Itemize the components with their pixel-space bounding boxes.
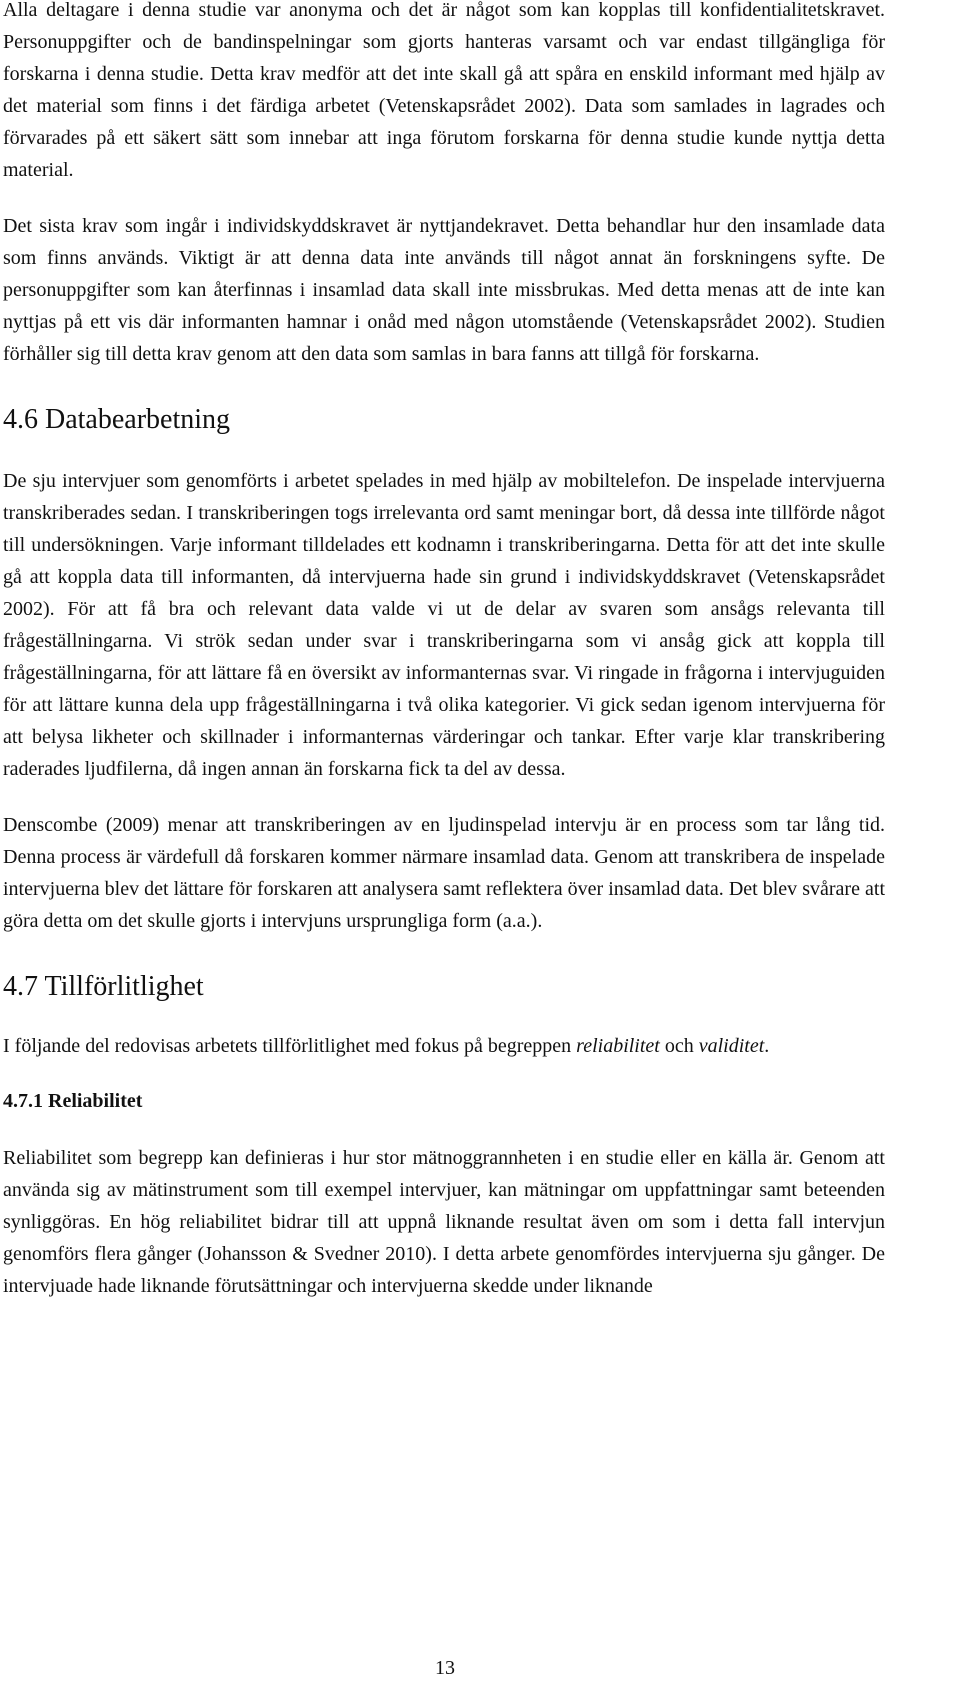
page-footer	[0, 1655, 960, 1681]
paragraph-reliability: Reliabilitet som begrepp kan definieras i hur stor mätnoggrannheten i en studie eller en källa är. Genom att använda sig av mätinstrument som till exempel intervjuer, kan mätningar om uppfattningar samt beteenden synliggöras. En hög reliabilitet bidrar till att uppnå liknande resultat även om som i detta fall intervjun genomförs flera gånger (Johansson & Svedner 2010). I detta arbete genomfördes intervjuerna sju gånger. De intervjuade hade liknande förutsättningar och intervjuerna skedde under liknande	[3, 1147, 885, 1297]
page-content	[3, 0, 885, 1302]
term-reliability: reliabilitet	[576, 1035, 660, 1057]
section-heading-data-processing: 4.6 Databearbetning	[3, 404, 231, 435]
term-validity: validitet	[698, 1035, 765, 1057]
paragraph-trustworthiness-intro: I följande del redovisas arbetets tillförlitlighet med fokus på begreppen reliabilitet och validitet.	[3, 1035, 770, 1057]
subsection-heading-reliability: 4.7.1 Reliabilitet	[3, 1090, 143, 1112]
paragraph-confidentiality: Alla deltagare i denna studie var anonyma och det är något som kan kopplas till konfidentialitetskravet. Personuppgifter och de bandinspelningar som gjorts hanteras varsamt och var endast tillgängliga för forskarna i denna studie. Detta krav medför att det inte skall gå att spåra en enskild informant med hjälp av det material som finns i det färdiga arbetet (Vetenskapsrådet 2002). Data som samlades in lagrades och förvarades på ett säkert sätt som innebar att inga förutom forskarna för denna studie kunde nyttja detta material.	[3, 0, 885, 181]
page-number: 13	[435, 1657, 455, 1679]
section-heading-trustworthiness: 4.7 Tillförlitlighet	[3, 971, 204, 1002]
paragraph-usage-requirement: Det sista krav som ingår i individskyddskravet är nyttjandekravet. Detta behandlar hur den insamlade data som finns används. Viktigt är att denna data inte används till något annat än forskningens syfte. De personuppgifter som kan återfinnas i insamlad data skall inte missbrukas. Med detta menas att de inte kan nyttjas på ett vis där informanten hamnar i onåd med någon utomstående (Vetenskapsrådet 2002). Studien förhåller sig till detta krav genom att den data som samlas in bara fanns att tillgå för forskarna.	[3, 215, 885, 365]
paragraph-transcription: Denscombe (2009) menar att transkriberingen av en ljudinspelad intervju är en process som tar lång tid. Denna process är värdefull då forskaren kommer närmare insamlad data. Genom att transkribera de inspelade intervjuerna blev det lättare för forskaren att analysera samt reflektera över insamlad data. Det blev svårare att göra detta om det skulle gjorts i intervjuns ursprungliga form (a.a.).	[3, 814, 885, 932]
paragraph-data-processing: De sju intervjuer som genomförts i arbetet spelades in med hjälp av mobiltelefon. De inspelade intervjuerna transkriberades sedan. I transkriberingen togs irrelevanta ord samt meningar bort, då dessa inte tillförde något till undersökningen. Varje informant tilldelades ett kodnamn i transkriberingarna. Detta för att det inte skulle gå att koppla data till informanten, då intervjuerna hade sin grund i individskyddskravet (Vetenskapsrådet 2002). För att få bra och relevant data valde vi ut de delar av svaren som ansågs relevanta till frågeställningarna. Vi strök sedan under svar i transkriberingarna som vi ansåg gick att koppla till frågeställningarna, för att lättare få en översikt av informanternas svar. Vi ringade in frågorna i intervjuguiden för att lättare kunna dela upp frågeställningarna i två olika kategorier. Vi gick sedan igenom intervjuerna för att belysa likheter och skillnader i informanternas värderingar och tankar. Efter varje klar transkribering raderades ljudfilerna, då ingen annan än forskarna fick ta del av dessa.	[3, 470, 885, 780]
